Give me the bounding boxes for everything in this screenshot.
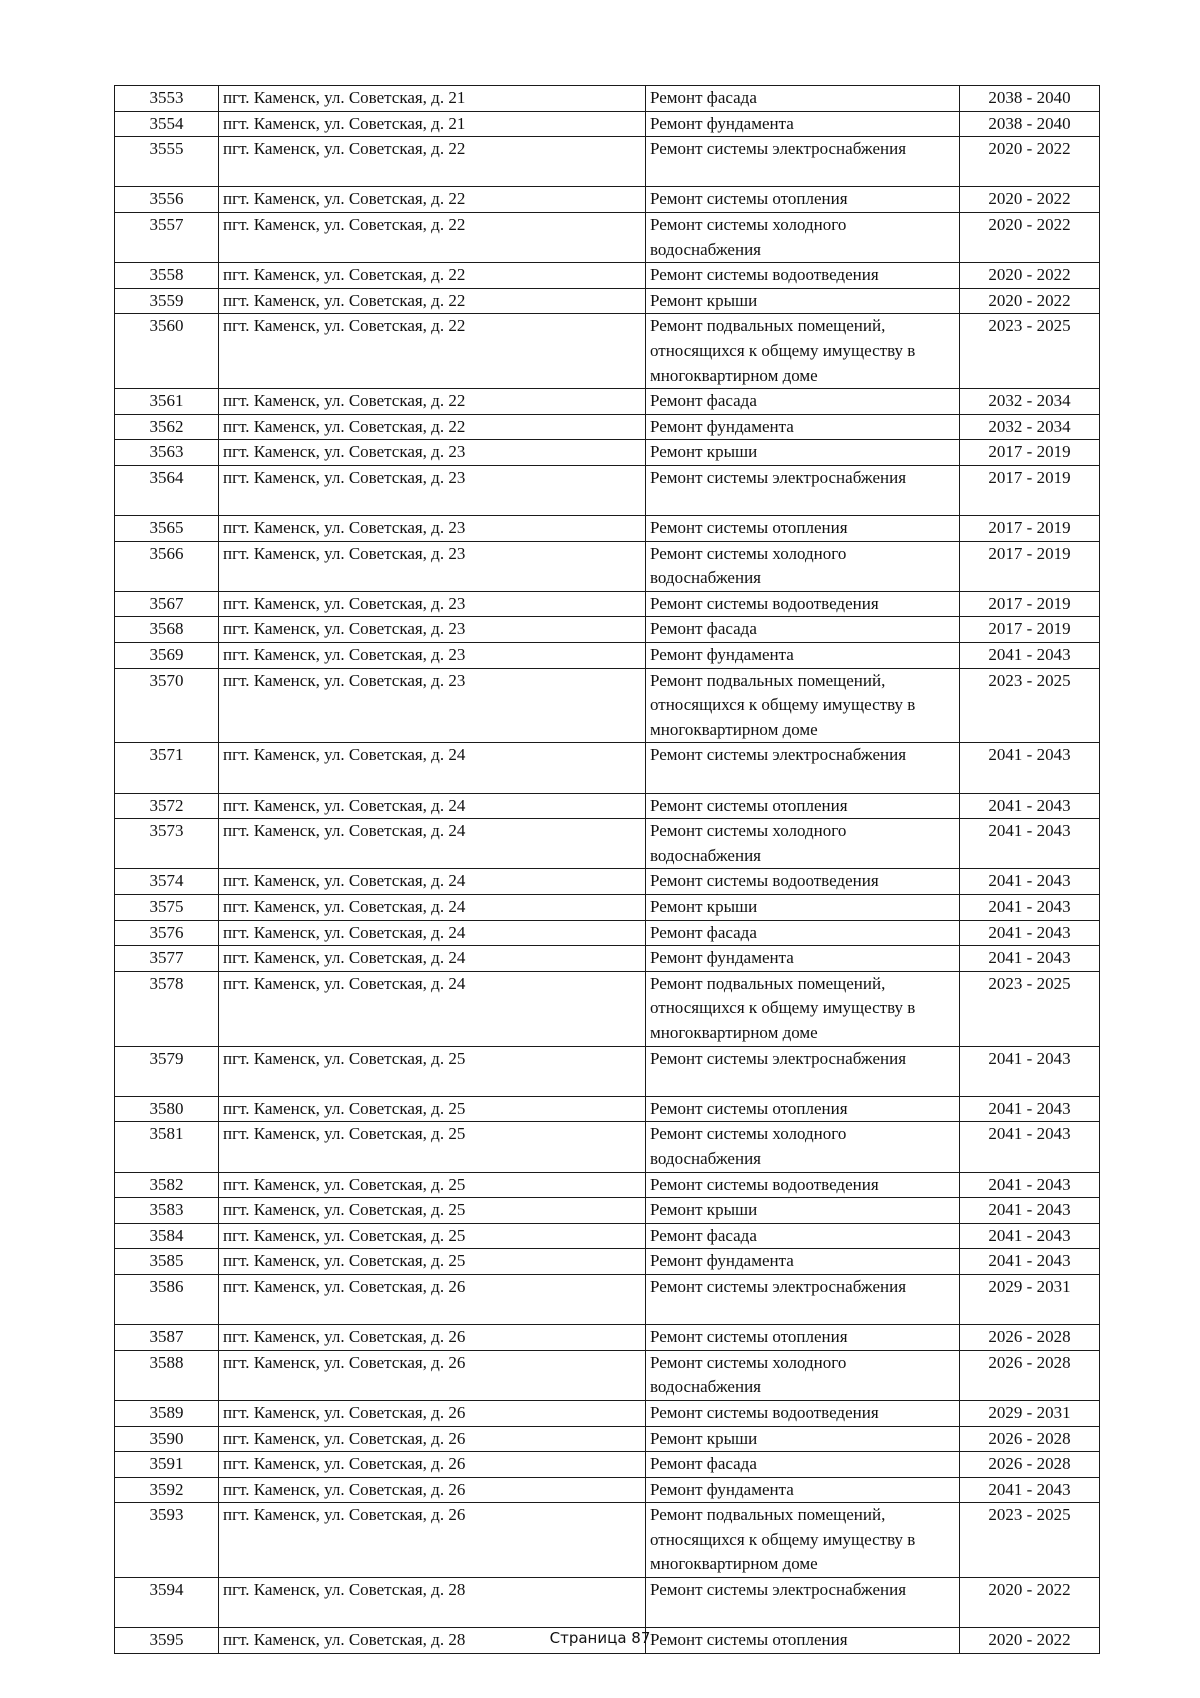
table-row	[115, 516, 1100, 542]
address-cell: пгт. Каменск, ул. Советская, д. 22	[219, 137, 646, 187]
address-cell: пгт. Каменск, ул. Советская, д. 24	[219, 819, 646, 869]
work-type-cell: Ремонт фундамента	[646, 1477, 960, 1503]
row-number-cell: 3566	[115, 541, 219, 591]
work-type-cell: Ремонт крыши	[646, 1198, 960, 1224]
table-row	[115, 1223, 1100, 1249]
table-row	[115, 314, 1100, 389]
table-row	[115, 1096, 1100, 1122]
work-type-cell: Ремонт системы водоотведения	[646, 869, 960, 895]
table-row	[115, 617, 1100, 643]
period-cell: 2026 - 2028	[960, 1452, 1100, 1478]
period-cell: 2041 - 2043	[960, 1477, 1100, 1503]
address-cell: пгт. Каменск, ул. Советская, д. 22	[219, 389, 646, 415]
work-type-cell: Ремонт фасада	[646, 920, 960, 946]
period-cell: 2032 - 2034	[960, 414, 1100, 440]
table-row	[115, 743, 1100, 793]
work-type-cell: Ремонт системы холодного водоснабжения	[646, 1122, 960, 1172]
period-cell: 2041 - 2043	[960, 895, 1100, 921]
work-type-cell: Ремонт системы электроснабжения	[646, 743, 960, 793]
address-cell: пгт. Каменск, ул. Советская, д. 21	[219, 86, 646, 112]
work-type-cell: Ремонт системы электроснабжения	[646, 137, 960, 187]
address-cell: пгт. Каменск, ул. Советская, д. 22	[219, 212, 646, 262]
row-number-cell: 3577	[115, 946, 219, 972]
work-type-cell: Ремонт фасада	[646, 1223, 960, 1249]
row-number-cell: 3593	[115, 1503, 219, 1578]
row-number-cell: 3558	[115, 263, 219, 289]
period-cell: 2041 - 2043	[960, 1249, 1100, 1275]
address-cell: пгт. Каменск, ул. Советская, д. 22	[219, 414, 646, 440]
period-cell: 2023 - 2025	[960, 314, 1100, 389]
row-number-cell: 3590	[115, 1426, 219, 1452]
table-row	[115, 440, 1100, 466]
table-row	[115, 1249, 1100, 1275]
work-type-cell: Ремонт фасада	[646, 617, 960, 643]
row-number-cell: 3578	[115, 971, 219, 1046]
period-cell: 2020 - 2022	[960, 212, 1100, 262]
row-number-cell: 3580	[115, 1096, 219, 1122]
row-number-cell: 3559	[115, 288, 219, 314]
work-type-cell: Ремонт системы отопления	[646, 187, 960, 213]
work-type-cell: Ремонт системы отопления	[646, 1096, 960, 1122]
row-number-cell: 3594	[115, 1578, 219, 1628]
row-number-cell: 3560	[115, 314, 219, 389]
work-type-cell: Ремонт системы электроснабжения	[646, 465, 960, 515]
address-cell: пгт. Каменск, ул. Советская, д. 25	[219, 1223, 646, 1249]
period-cell: 2017 - 2019	[960, 465, 1100, 515]
period-cell: 2020 - 2022	[960, 263, 1100, 289]
row-number-cell: 3554	[115, 111, 219, 137]
work-type-cell: Ремонт системы электроснабжения	[646, 1578, 960, 1628]
row-number-cell: 3588	[115, 1350, 219, 1400]
address-cell: пгт. Каменск, ул. Советская, д. 23	[219, 643, 646, 669]
work-type-cell: Ремонт крыши	[646, 288, 960, 314]
address-cell: пгт. Каменск, ул. Советская, д. 21	[219, 111, 646, 137]
period-cell: 2041 - 2043	[960, 643, 1100, 669]
row-number-cell: 3563	[115, 440, 219, 466]
address-cell: пгт. Каменск, ул. Советская, д. 22	[219, 187, 646, 213]
work-type-cell: Ремонт системы холодного водоснабжения	[646, 819, 960, 869]
table-row	[115, 541, 1100, 591]
table-row	[115, 1400, 1100, 1426]
row-number-cell: 3561	[115, 389, 219, 415]
work-type-cell: Ремонт системы холодного водоснабжения	[646, 212, 960, 262]
row-number-cell: 3572	[115, 793, 219, 819]
period-cell: 2041 - 2043	[960, 1223, 1100, 1249]
period-cell: 2023 - 2025	[960, 668, 1100, 743]
work-type-cell: Ремонт системы отопления	[646, 793, 960, 819]
period-cell: 2023 - 2025	[960, 971, 1100, 1046]
address-cell: пгт. Каменск, ул. Советская, д. 22	[219, 288, 646, 314]
work-type-cell: Ремонт фундамента	[646, 111, 960, 137]
address-cell: пгт. Каменск, ул. Советская, д. 22	[219, 314, 646, 389]
row-number-cell: 3583	[115, 1198, 219, 1224]
table-row	[115, 1198, 1100, 1224]
period-cell: 2038 - 2040	[960, 111, 1100, 137]
work-type-cell: Ремонт фасада	[646, 86, 960, 112]
address-cell: пгт. Каменск, ул. Советская, д. 25	[219, 1172, 646, 1198]
table-row	[115, 869, 1100, 895]
table-row	[115, 389, 1100, 415]
table-row	[115, 1503, 1100, 1578]
row-number-cell: 3589	[115, 1400, 219, 1426]
period-cell: 2041 - 2043	[960, 920, 1100, 946]
period-cell: 2017 - 2019	[960, 440, 1100, 466]
work-type-cell: Ремонт фасада	[646, 389, 960, 415]
work-type-cell: Ремонт крыши	[646, 895, 960, 921]
row-number-cell: 3579	[115, 1046, 219, 1096]
address-cell: пгт. Каменск, ул. Советская, д. 23	[219, 465, 646, 515]
row-number-cell: 3567	[115, 591, 219, 617]
period-cell: 2038 - 2040	[960, 86, 1100, 112]
address-cell: пгт. Каменск, ул. Советская, д. 26	[219, 1452, 646, 1478]
period-cell: 2041 - 2043	[960, 946, 1100, 972]
period-cell: 2017 - 2019	[960, 591, 1100, 617]
work-type-cell: Ремонт фасада	[646, 1452, 960, 1478]
row-number-cell: 3574	[115, 869, 219, 895]
table-row	[115, 465, 1100, 515]
work-type-cell: Ремонт крыши	[646, 1426, 960, 1452]
work-type-cell: Ремонт подвальных помещений, относящихся к общему имуществу в многоквартирном доме	[646, 1503, 960, 1578]
table-row	[115, 1046, 1100, 1096]
address-cell: пгт. Каменск, ул. Советская, д. 25	[219, 1122, 646, 1172]
table-body	[115, 86, 1100, 1654]
period-cell: 2041 - 2043	[960, 1096, 1100, 1122]
work-type-cell: Ремонт системы электроснабжения	[646, 1274, 960, 1324]
row-number-cell: 3553	[115, 86, 219, 112]
work-type-cell: Ремонт системы отопления	[646, 1325, 960, 1351]
address-cell: пгт. Каменск, ул. Советская, д. 26	[219, 1274, 646, 1324]
period-cell: 2020 - 2022	[960, 1628, 1100, 1654]
table-row	[115, 1274, 1100, 1324]
address-cell: пгт. Каменск, ул. Советская, д. 24	[219, 946, 646, 972]
address-cell: пгт. Каменск, ул. Советская, д. 25	[219, 1046, 646, 1096]
row-number-cell: 3575	[115, 895, 219, 921]
row-number-cell: 3582	[115, 1172, 219, 1198]
row-number-cell: 3592	[115, 1477, 219, 1503]
row-number-cell: 3587	[115, 1325, 219, 1351]
row-number-cell: 3586	[115, 1274, 219, 1324]
table-row	[115, 668, 1100, 743]
work-type-cell: Ремонт крыши	[646, 440, 960, 466]
table-row	[115, 263, 1100, 289]
period-cell: 2023 - 2025	[960, 1503, 1100, 1578]
work-type-cell: Ремонт системы водоотведения	[646, 263, 960, 289]
address-cell: пгт. Каменск, ул. Советская, д. 23	[219, 516, 646, 542]
period-cell: 2017 - 2019	[960, 516, 1100, 542]
table-row	[115, 895, 1100, 921]
repair-schedule-table	[114, 85, 1100, 1654]
address-cell: пгт. Каменск, ул. Советская, д. 26	[219, 1426, 646, 1452]
address-cell: пгт. Каменск, ул. Советская, д. 23	[219, 440, 646, 466]
work-type-cell: Ремонт системы водоотведения	[646, 1172, 960, 1198]
address-cell: пгт. Каменск, ул. Советская, д. 25	[219, 1096, 646, 1122]
period-cell: 2020 - 2022	[960, 187, 1100, 213]
table-row	[115, 1325, 1100, 1351]
row-number-cell: 3564	[115, 465, 219, 515]
period-cell: 2041 - 2043	[960, 1198, 1100, 1224]
table-row	[115, 1426, 1100, 1452]
row-number-cell: 3570	[115, 668, 219, 743]
address-cell: пгт. Каменск, ул. Советская, д. 24	[219, 793, 646, 819]
work-type-cell: Ремонт системы отопления	[646, 1628, 960, 1654]
row-number-cell: 3576	[115, 920, 219, 946]
table-row	[115, 1172, 1100, 1198]
work-type-cell: Ремонт подвальных помещений, относящихся к общему имуществу в многоквартирном доме	[646, 971, 960, 1046]
row-number-cell: 3571	[115, 743, 219, 793]
period-cell: 2041 - 2043	[960, 793, 1100, 819]
work-type-cell: Ремонт системы холодного водоснабжения	[646, 541, 960, 591]
table-row	[115, 643, 1100, 669]
address-cell: пгт. Каменск, ул. Советская, д. 25	[219, 1198, 646, 1224]
row-number-cell: 3595	[115, 1628, 219, 1654]
period-cell: 2041 - 2043	[960, 819, 1100, 869]
table-row	[115, 1578, 1100, 1628]
period-cell: 2029 - 2031	[960, 1274, 1100, 1324]
row-number-cell: 3591	[115, 1452, 219, 1478]
row-number-cell: 3581	[115, 1122, 219, 1172]
row-number-cell: 3556	[115, 187, 219, 213]
work-type-cell: Ремонт подвальных помещений, относящихся к общему имуществу в многоквартирном доме	[646, 314, 960, 389]
address-cell: пгт. Каменск, ул. Советская, д. 23	[219, 668, 646, 743]
period-cell: 2017 - 2019	[960, 541, 1100, 591]
period-cell: 2017 - 2019	[960, 617, 1100, 643]
work-type-cell: Ремонт фундамента	[646, 1249, 960, 1275]
table-row	[115, 819, 1100, 869]
address-cell: пгт. Каменск, ул. Советская, д. 24	[219, 869, 646, 895]
address-cell: пгт. Каменск, ул. Советская, д. 24	[219, 743, 646, 793]
address-cell: пгт. Каменск, ул. Советская, д. 28	[219, 1628, 646, 1654]
row-number-cell: 3562	[115, 414, 219, 440]
table-row	[115, 414, 1100, 440]
address-cell: пгт. Каменск, ул. Советская, д. 25	[219, 1249, 646, 1275]
row-number-cell: 3569	[115, 643, 219, 669]
row-number-cell: 3565	[115, 516, 219, 542]
address-cell: пгт. Каменск, ул. Советская, д. 23	[219, 541, 646, 591]
address-cell: пгт. Каменск, ул. Советская, д. 22	[219, 263, 646, 289]
address-cell: пгт. Каменск, ул. Советская, д. 23	[219, 591, 646, 617]
row-number-cell: 3573	[115, 819, 219, 869]
table-row	[115, 212, 1100, 262]
work-type-cell: Ремонт подвальных помещений, относящихся к общему имуществу в многоквартирном доме	[646, 668, 960, 743]
period-cell: 2026 - 2028	[960, 1426, 1100, 1452]
address-cell: пгт. Каменск, ул. Советская, д. 28	[219, 1578, 646, 1628]
table-row	[115, 946, 1100, 972]
address-cell: пгт. Каменск, ул. Советская, д. 26	[219, 1325, 646, 1351]
work-type-cell: Ремонт системы водоотведения	[646, 1400, 960, 1426]
table-row	[115, 86, 1100, 112]
table-row	[115, 1350, 1100, 1400]
period-cell: 2032 - 2034	[960, 389, 1100, 415]
address-cell: пгт. Каменск, ул. Советская, д. 26	[219, 1503, 646, 1578]
table-row	[115, 1452, 1100, 1478]
period-cell: 2041 - 2043	[960, 1172, 1100, 1198]
work-type-cell: Ремонт системы холодного водоснабжения	[646, 1350, 960, 1400]
table-row	[115, 1122, 1100, 1172]
period-cell: 2020 - 2022	[960, 137, 1100, 187]
address-cell: пгт. Каменск, ул. Советская, д. 26	[219, 1400, 646, 1426]
address-cell: пгт. Каменск, ул. Советская, д. 24	[219, 895, 646, 921]
table-row	[115, 793, 1100, 819]
table-row	[115, 111, 1100, 137]
table-row	[115, 920, 1100, 946]
period-cell: 2026 - 2028	[960, 1325, 1100, 1351]
address-cell: пгт. Каменск, ул. Советская, д. 24	[219, 971, 646, 1046]
period-cell: 2026 - 2028	[960, 1350, 1100, 1400]
table-row	[115, 591, 1100, 617]
period-cell: 2041 - 2043	[960, 1046, 1100, 1096]
period-cell: 2041 - 2043	[960, 1122, 1100, 1172]
row-number-cell: 3555	[115, 137, 219, 187]
address-cell: пгт. Каменск, ул. Советская, д. 26	[219, 1350, 646, 1400]
table-row	[115, 187, 1100, 213]
table-row	[115, 137, 1100, 187]
row-number-cell: 3585	[115, 1249, 219, 1275]
address-cell: пгт. Каменск, ул. Советская, д. 26	[219, 1477, 646, 1503]
work-type-cell: Ремонт фундамента	[646, 414, 960, 440]
page-number: Страница 87	[549, 1629, 651, 1647]
work-type-cell: Ремонт фундамента	[646, 946, 960, 972]
work-type-cell: Ремонт системы электроснабжения	[646, 1046, 960, 1096]
period-cell: 2020 - 2022	[960, 1578, 1100, 1628]
period-cell: 2029 - 2031	[960, 1400, 1100, 1426]
period-cell: 2041 - 2043	[960, 743, 1100, 793]
row-number-cell: 3584	[115, 1223, 219, 1249]
work-type-cell: Ремонт фундамента	[646, 643, 960, 669]
row-number-cell: 3557	[115, 212, 219, 262]
address-cell: пгт. Каменск, ул. Советская, д. 23	[219, 617, 646, 643]
work-type-cell: Ремонт системы отопления	[646, 516, 960, 542]
period-cell: 2041 - 2043	[960, 869, 1100, 895]
work-type-cell: Ремонт системы водоотведения	[646, 591, 960, 617]
period-cell: 2020 - 2022	[960, 288, 1100, 314]
table-row	[115, 288, 1100, 314]
address-cell: пгт. Каменск, ул. Советская, д. 24	[219, 920, 646, 946]
row-number-cell: 3568	[115, 617, 219, 643]
table-row	[115, 971, 1100, 1046]
table-row	[115, 1477, 1100, 1503]
